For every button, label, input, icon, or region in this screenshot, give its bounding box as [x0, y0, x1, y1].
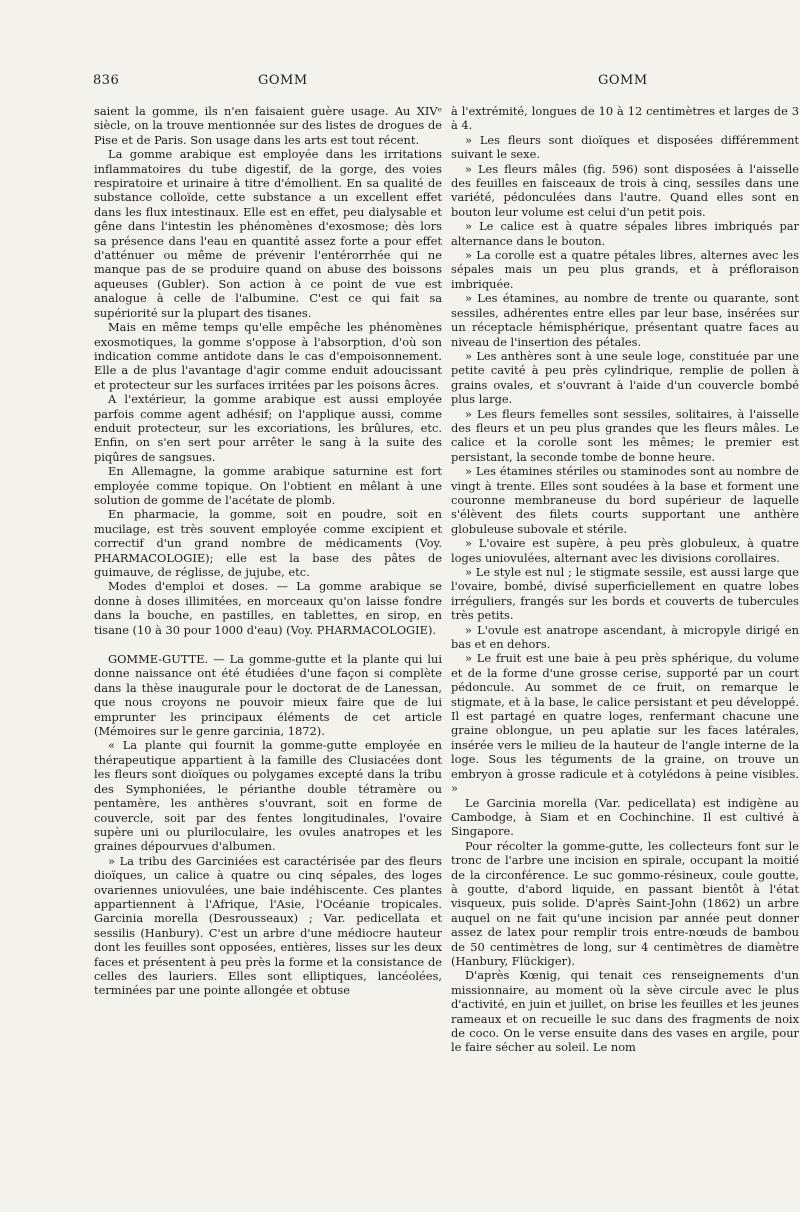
- running-head-left: GOMM: [258, 73, 308, 88]
- paragraph: » Les fleurs mâles (fig. 596) sont disposées à l'aisselle des feuilles en faisceaux de trois à cinq, sessiles dans une variété, pédonculées dans l'autre. Quand elles sont en bouton leur volume est celui d'un petit pois.: [451, 161, 799, 219]
- paragraph: » La corolle est a quatre pétales libres, alternes avec les sépales mais un peu plus grands, et à préfloraison imbriquée.: [451, 248, 799, 291]
- page-number: 836: [93, 73, 120, 88]
- running-head-right: GOMM: [598, 73, 648, 88]
- gomme-gutte-entry: GOMME-GUTTE. — La gomme-gutte et la plante qui lui donne naissance ont été étudiées d'une façon si complète dans la thèse inaugurale pour le doctorat de de Lanessan, que nous croyons ne pouvoir mieux faire que de lui emprunter les principaux éléments de cet article (Mémoires sur le genre garcinia, 1872).: [94, 652, 442, 739]
- paragraph: D'après Kœnig, qui tenait ces renseignements d'un missionnaire, au moment où la sève circule avec le plus d'activité, en juin et juillet, on brise les feuilles et les jeunes rameaux et on recueille le suc dans des fragments de noix de coco. On le verse ensuite dans des vases en argile, pour le faire sécher au soleil. Le nom: [451, 968, 799, 1055]
- paragraph: » Les étamines stériles ou staminodes sont au nombre de vingt à trente. Elles sont soudées à la base et forment une couronne membraneuse du bord supérieur de laquelle s'élèvent des filets courts supportant une anthère globuleuse subovale et stérile.: [451, 464, 799, 536]
- paragraph: » Les étamines, au nombre de trente ou quarante, sont sessiles, adhérentes entre elles par leur base, insérées sur un réceptacle hémisphérique, présentant quatre faces au niveau de l'insertion des pétales.: [451, 291, 799, 349]
- paragraph: » Les fleurs femelles sont sessiles, solitaires, à l'aisselle des fleurs et un peu plus grandes que les fleurs mâles. Le calice et la corolle sont les mêmes; le premier est persistant, la seconde tombe de bonne heure.: [451, 406, 799, 464]
- paragraph: La gomme arabique est employée dans les irritations inflammatoires du tube digestif, de la gorge, des voies respiratoire et urinaire à titre d'émollient. En sa qualité de substance colloïde, cette substance a un excellent effet dans les flux intestinaux. Elle est en effet, peu dialysable et gêne dans l'intestin les phénomènes d'exosmose; dès lors sa présence dans l'eau en quantité assez forte a pour effet d'atténuer ou même de prévenir l'entérorrhée qui ne manque pas de se produire quand on abuse des boissons aqueuses (Gubler). Son action à ce point de vue est analogue à celle de l'albumine. C'est ce qui fait sa supériorité sur la plupart des tisanes.: [94, 147, 442, 320]
- paragraph: Pour récolter la gomme-gutte, les collecteurs font sur le tronc de l'arbre une incision en spirale, occupant la moitié de la circonférence. Le suc gommo-résineux, coule goutte, à goutte, d'abord liquide, en passant bientôt à l'état visqueux, puis solide. D'après Saint-John (1862) un arbre auquel on ne fait qu'une incision par année peut donner assez de latex pour remplir trois entre-nœuds de bambou de 50 centimètres de long, sur 4 centimètres de diamètre (Hanbury, Flückiger).: [451, 838, 799, 968]
- paragraph: A l'extérieur, la gomme arabique est aussi employée parfois comme agent adhésif; on l'applique aussi, comme enduit protecteur, sur les excoriations, les brûlures, etc. Enfin, on s'en sert pour arrêter le sang à la suite des piqûres de sangsues.: [94, 392, 442, 464]
- paragraph: » La tribu des Garciniées est caractérisée par des fleurs dioïques, un calice à quatre ou cinq sépales, des loges ovariennes uniovulées, une baie indéhiscente. Ces plantes appartiennent à l'Afrique, l'Asie, l'Océanie tropicales. Garcinia morella (Desrousseaux) ; Var. pedicellata et sessilis (Hanbury). C'est un arbre d'une médiocre hauteur dont les feuilles sont opposées, entières, lisses sur les deux faces et présentent à peu près la forme et la consistance de celles des lauriers. Elles sont elliptiques, lancéolées, terminées par une pointe allongée et obtuse: [94, 853, 442, 998]
- paragraph: saient la gomme, ils n'en faisaient guère usage. Au XIVᵉ siècle, on la trouve mentionnée sur des listes de drogues de Pise et de Paris. Son usage dans les arts est tout récent.: [94, 104, 442, 147]
- paragraph: En pharmacie, la gomme, soit en poudre, soit en mucilage, est très souvent employée comme excipient et correctif d'un grand nombre de médicaments (Voy. PHARMACOLOGIE); elle est la base des pâtes de guimauve, de réglisse, de jujube, etc.: [94, 507, 442, 579]
- paragraph: Le Garcinia morella (Var. pedicellata) est indigène au Cambodge, à Siam et en Cochinchine. Il est cultivé à Singapore.: [451, 795, 799, 839]
- paragraph: » Le fruit est une baie à peu près sphérique, du volume et de la forme d'une grosse cerise, supporté par un court pédoncule. Au sommet de ce fruit, on remarque le stigmate, et à la base, le calice persistant et peu développé. Il est partagé en quatre loges, renfermant chacune une graine oblongue, un peu aplatie sur les faces latérales, insérée vers le milieu de la hauteur de l'angle interne de la loge. Sous les téguments de la graine, on trouve un embryon à grosse radicule et à cotylédons à peine visibles. »: [451, 651, 799, 796]
- paragraph: Mais en même temps qu'elle empêche les phénomènes exosmotiques, la gomme s'oppose à l'absorption, d'où son indication comme antidote dans le cas d'empoisonnement. Elle a de plus l'avantage d'agir comme enduit adoucissant et protecteur sur les surfaces irritées par les poisons âcres.: [94, 320, 442, 392]
- paragraph: » L'ovaire est supère, à peu près globuleux, à quatre loges uniovulées, alternant avec les divisions corollaires.: [451, 536, 799, 565]
- paragraph: » Le calice est à quatre sépales libres imbriqués par alternance dans le bouton.: [451, 219, 799, 248]
- paragraph: à l'extrémité, longues de 10 à 12 centimètres et larges de 3 à 4.: [451, 104, 799, 133]
- paragraph: » Le style est nul ; le stigmate sessile, est aussi large que l'ovaire, bombé, divisé superficiellement en quatre lobes irréguliers, frangés sur les bords et couverts de tubercules très petits.: [451, 565, 799, 623]
- doses-paragraph: Modes d'emploi et doses. — La gomme arabique se donne à doses illimitées, en morceaux qu'on laisse fondre dans la bouche, en pastilles, en tablettes, en sirop, en tisane (10 à 30 pour 1000 d'eau) (Voy. PHARMACOLOGIE).: [94, 579, 442, 637]
- paragraph: » Les fleurs sont dioïques et disposées différemment suivant le sexe.: [451, 132, 799, 162]
- paragraph: » L'ovule est anatrope ascendant, à micropyle dirigé en bas et en dehors.: [451, 622, 799, 652]
- paragraph: » Les anthères sont à une seule loge, constituée par une petite cavité à peu près cylindrique, remplie de pollen à grains ovales, et s'ouvrant à l'aide d'un couvercle bombé plus large.: [451, 348, 799, 407]
- right-column: [451, 104, 799, 1055]
- left-column: [94, 104, 442, 998]
- paragraph: En Allemagne, la gomme arabique saturnine est fort employée comme topique. On l'obtient en mêlant à une solution de gomme de l'acétate de plomb.: [94, 464, 442, 507]
- paragraph: « La plante qui fournit la gomme-gutte employée en thérapeutique appartient à la famille des Clusiacées dont les fleurs sont dioïques ou polygames excepté dans la tribu des Symphoniées, le périanthe double tétramère ou pentamère, les anthères s'ouvrant, soit en forme de couvercle, soit par des fentes longitudinales, l'ovaire supère uni ou pluriloculaire, les ovules anatropes et les graines dépourvues d'albumen.: [94, 738, 442, 854]
